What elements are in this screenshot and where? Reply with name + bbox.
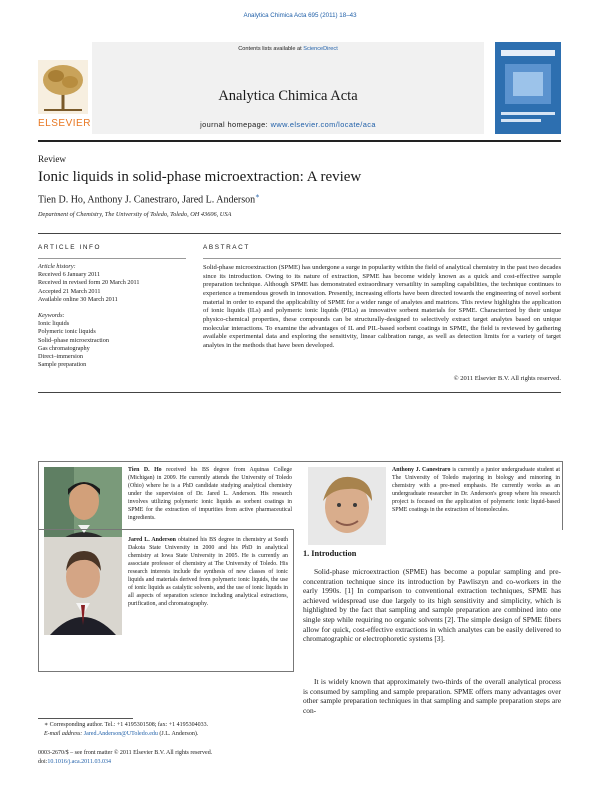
doi-line: [38, 759, 338, 766]
homepage-link[interactable]: www.elsevier.com/locate/aca: [270, 120, 376, 129]
elsevier-wordmark: ELSEVIER: [38, 118, 91, 129]
keyword: Polymeric ionic liquids: [38, 328, 96, 336]
introduction-heading: 1. Introduction: [303, 549, 357, 558]
bio-name: Jared L. Anderson: [128, 537, 176, 543]
doi-link[interactable]: 10.1016/j.aca.2011.03.034: [47, 759, 111, 765]
bio-name: Tien D. Ho: [128, 467, 162, 473]
article-history: [38, 263, 188, 304]
affiliation: Department of Chemistry, The University of Toledo, Toledo, OH 43606, USA: [38, 211, 232, 218]
portrait-icon: [44, 537, 122, 635]
history-online: Available online 30 March 2011: [38, 295, 118, 303]
article-info-heading: ARTICLE INFO: [38, 244, 102, 251]
contents-prefix: Contents lists available at: [238, 46, 304, 52]
journal-title[interactable]: Analytica Chimica Acta: [218, 88, 358, 104]
abstract-divider: [38, 392, 561, 393]
email-suffix: (J.L. Anderson).: [157, 731, 199, 737]
intro-paragraph-1: Solid-phase microextraction (SPME) has become a popular sampling and pre-concentration technique since its introduction by Pawliszyn and co-workers in the early 1990s. [1] In comparison to conventional extraction techniques, SPME has achieved widespread use due largely to its high sensitivity and simplicity, which is highlighted by the fact that sampling and sample preparation are combined into one single step while requiring no organic solvents [2]. The simple design of SPME fibers allow for quick, cost-effective extractions in which analytes can be easily delivered to chromatographic or electrophoretic systems [3].: [303, 567, 561, 644]
abstract-text: Solid-phase microextraction (SPME) has undergone a surge in popularity within the field of analytical chemistry in the past two decades since its introduction. Owing to its nature of extraction, SPME has become widely known as a quick and cost-effective sample preparation technique. Although SPME has demonstrated extraordinary versatility in sampling capabilities, the technique continues to experience a tremendous growth in innovation. Presently, increasing efforts have been directed towards the engineering of novel sorbent material in order to expand the applicability of SPME for a wider range of analytes and matrices. This review highlights the application of ionic liquids (ILs) and polymeric ionic liquids (PILs) as innovative sorbent materials for SPME. Characterized by their unique physico-chemical properties, these compounds can be structurally-designed to selectively extract target analytes based on unique molecular interactions. To examine the advantages of IL and PIL-based sorbent coatings in SPME, the field is reviewed by gathering available experimental data and exploring the sensitivity, linear calibration range, as well as detection limits for a variety of target analytes in the methods that have been developed.: [203, 264, 561, 349]
bio-text: obtained his BS degree in chemistry at South Dakota State University in 2000 and his PhD in analytical chemistry at Iowa State University in 2005. He is currently an associate professor of chemistry at The University of Toledo. His research interests include the synthesis of new classes of ionic liquids and materials derived from polymeric ionic liquids, the use of ionic liquids as catalytic solvents, and the use of ionic liquids in all aspects of separation science including analytical extractions, purification, and chromatography.: [128, 537, 288, 607]
copyright: © 2011 Elsevier B.V. All rights reserved.: [453, 375, 561, 382]
bio-jared-anderson: [128, 536, 288, 608]
email-link[interactable]: Jared.Anderson@UToledo.edu: [83, 731, 158, 737]
doi-prefix: doi:: [38, 759, 48, 765]
issn-line: 0003-2670/$ – see front matter © 2011 Elsevier B.V. All rights reserved.: [38, 750, 213, 756]
header-divider: [38, 140, 561, 142]
elsevier-logo: [38, 60, 91, 129]
history-label: Article history:: [38, 263, 76, 270]
keyword: Ionic liquids: [38, 320, 70, 328]
intro-paragraph-2: It is widely known that approximately two-thirds of the overall analytical process is consumed by sampling and sample preparation. SPME offers many advantages over other sample preparation techniques in that sampling and sample preparation steps are con-: [303, 677, 561, 715]
bio-text: is currently a junior undergraduate student at The University of Toledo majoring in biology and minoring in chemistry with a pre-med emphasis. He currently works as an undergraduate researcher in Dr. Anderson's group where his research project is focused on the application of polymeric ionic liquid-based SPME coatings in the extraction of biomolecules.: [392, 467, 560, 513]
bio-text: received his BS degree from Aquinas College (Michigan) in 2009. He currently attends the University of Toledo (Ohio) where he is a PhD candidate studying analytical chemistry under the supervision of Dr. Jared L. Anderson. His research involves utilizing polymeric ionic liquids as sorbent coatings in SPME for the extraction of impurities from active pharmaceutical ingredients.: [128, 467, 292, 521]
homepage-line: [92, 120, 484, 129]
keyword: Sample preparation: [38, 361, 87, 369]
keyword: Gas chromatography: [38, 344, 90, 352]
sciencedirect-link[interactable]: ScienceDirect: [303, 46, 338, 52]
email-footnote: [44, 731, 294, 738]
keywords-label: Keywords:: [38, 312, 65, 319]
bio-name: Anthony J. Canestraro: [392, 467, 451, 473]
corresponding-author-link[interactable]: ∗: [255, 192, 260, 200]
article-title: Ionic liquids in solid-phase microextraction: A review: [38, 169, 362, 185]
contents-line: [92, 46, 484, 53]
abstract-rule: [203, 258, 561, 259]
journal-cover: [495, 42, 561, 134]
keyword: Direct–immersion: [38, 353, 84, 361]
email-label: E-mail address:: [44, 731, 84, 737]
history-revised: Received in revised form 20 March 2011: [38, 279, 140, 287]
title-divider: [38, 233, 561, 234]
homepage-prefix: journal homepage:: [200, 120, 271, 129]
keyword: Solid–phase microextraction: [38, 336, 109, 344]
corresponding-footnote: ∗ Corresponding author. Tel.: +1 4195301508; fax: +1 4195304033.: [44, 722, 209, 728]
authors-line: [38, 192, 260, 205]
history-accepted: Accepted 21 March 2011: [38, 287, 101, 295]
section-label: Review: [38, 154, 67, 164]
footnote-rule: [38, 718, 133, 719]
elsevier-tree-icon: [38, 60, 88, 114]
bio-box-top: [38, 461, 563, 530]
jared-anderson-photo: [44, 537, 122, 635]
authors: Tien D. Ho, Anthony J. Canestraro, Jared L. Anderson: [38, 194, 256, 206]
article-info-rule: [38, 258, 186, 259]
journal-reference[interactable]: Analytica Chimica Acta 695 (2011) 18–43: [243, 12, 357, 19]
abstract-heading: ABSTRACT: [203, 244, 250, 251]
history-received: Received 6 January 2011: [38, 271, 101, 279]
keywords: [38, 312, 188, 369]
